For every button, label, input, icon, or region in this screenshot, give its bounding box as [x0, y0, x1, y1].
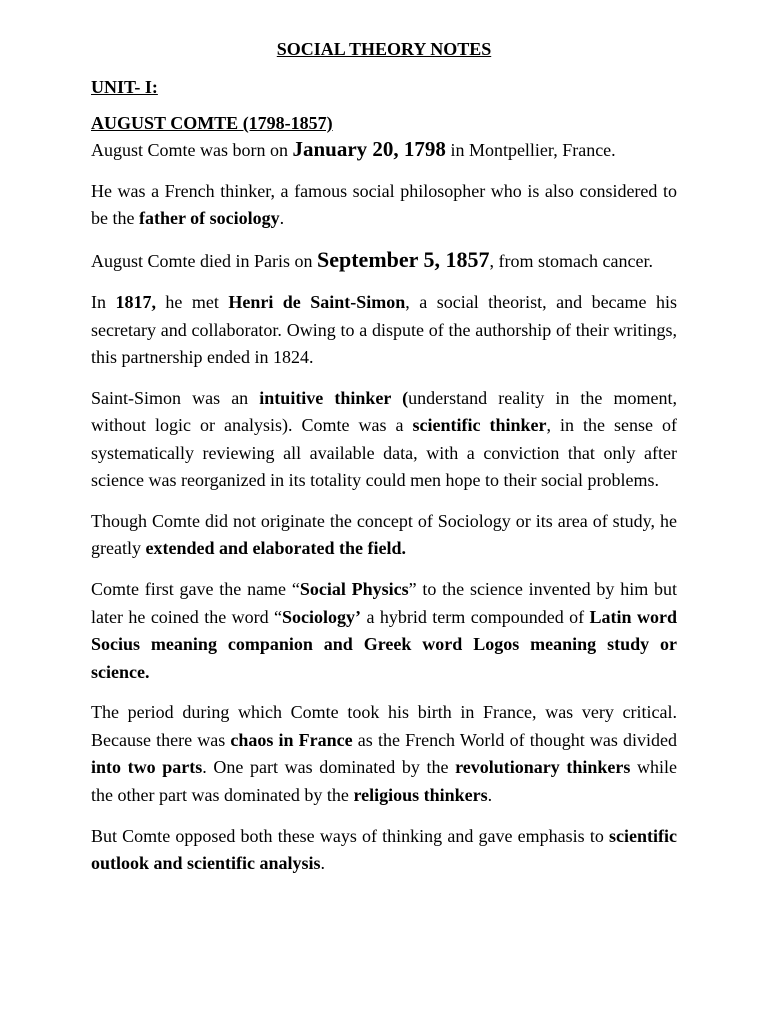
section-heading: AUGUST COMTE (1798-1857) — [91, 113, 333, 133]
text-run: , in the sense of systematically reviewing all available data, with a conviction that only after science was reorganized in its totality could men hope to their social problems. — [91, 415, 677, 491]
text-run: . — [279, 208, 285, 229]
paragraph-intuitive-vs-scientific — [91, 385, 677, 495]
bold-run: intuitive thinker ( — [259, 387, 409, 408]
text-run: a hybrid term compounded of — [361, 606, 590, 627]
paragraph-saint-simon — [91, 289, 677, 371]
bold-run: father of sociology — [138, 208, 280, 229]
text-run: In — [91, 292, 116, 313]
bold-run: Sociology’ — [282, 606, 362, 627]
text-run: he met — [155, 292, 229, 313]
paragraph-scientific-outlook — [91, 823, 677, 878]
paragraph-extended-field — [91, 508, 677, 563]
text-run: August Comte died in Paris on — [91, 251, 317, 272]
paragraph-father-of-sociology — [91, 178, 677, 233]
text-run: , a social theorist, and became his secretary and collaborator. Owing to a dispute of the authorship of their writings, this partnership ended in 1824. — [91, 292, 677, 367]
text-run: as the French World of thought was divided — [352, 729, 677, 750]
bold-run: extended and elaborated the field. — [145, 538, 406, 559]
bold-run: scientific outlook and scientific analysis — [91, 825, 677, 873]
birth-date: January 20, 1798 — [292, 137, 446, 161]
bold-run: Latin word Socius meaning companion and Greek word Logos meaning study or science. — [91, 606, 677, 682]
text-run: while the other part was dominated by the — [91, 757, 678, 805]
paragraph-death — [91, 246, 677, 275]
text-run: . — [320, 852, 326, 873]
text-run: in Montpellier, France. — [445, 140, 616, 160]
text-run: He was a French thinker, a famous social philosopher who is also considered to be the — [91, 180, 677, 229]
text-run: ” to the science invented by him but later he coined the word “ — [91, 579, 677, 627]
bold-run: 1817, — [115, 292, 156, 313]
bold-run: into two parts — [91, 757, 203, 778]
text-run: , from stomach cancer. — [489, 251, 653, 272]
paragraph-chaos-in-france — [91, 699, 677, 809]
text-run: The period during which Comte took his birth in France, was very critical. Because there was — [91, 702, 677, 750]
bold-run: Henri de Saint-Simon — [228, 292, 406, 313]
bold-run: revolutionary thinkers — [455, 757, 631, 778]
text-run: understand reality in the moment, without logic or analysis). Comte was a — [91, 387, 677, 436]
text-run: . One part was dominated by the — [202, 757, 456, 778]
document-title: SOCIAL THEORY NOTES — [276, 39, 492, 59]
paragraph-social-physics — [91, 576, 677, 686]
text-run: Saint-Simon was an — [91, 387, 260, 408]
bold-run: religious thinkers — [353, 784, 488, 805]
text-run: Comte first gave the name “ — [91, 579, 300, 600]
paragraph-birth — [91, 136, 677, 164]
death-date: September 5, 1857 — [317, 247, 490, 273]
unit-heading: UNIT- I: — [91, 77, 158, 97]
text-run: . — [487, 784, 493, 805]
bold-run: Social Physics — [299, 579, 409, 600]
text-run: But Comte opposed both these ways of thinking and gave emphasis to — [91, 825, 610, 846]
bold-run: scientific thinker — [412, 415, 547, 436]
text-run: August Comte was born on — [91, 140, 293, 160]
bold-run: chaos in France — [230, 729, 353, 750]
text-run: Though Comte did not originate the concept of Sociology or its area of study, he greatly — [91, 510, 677, 559]
